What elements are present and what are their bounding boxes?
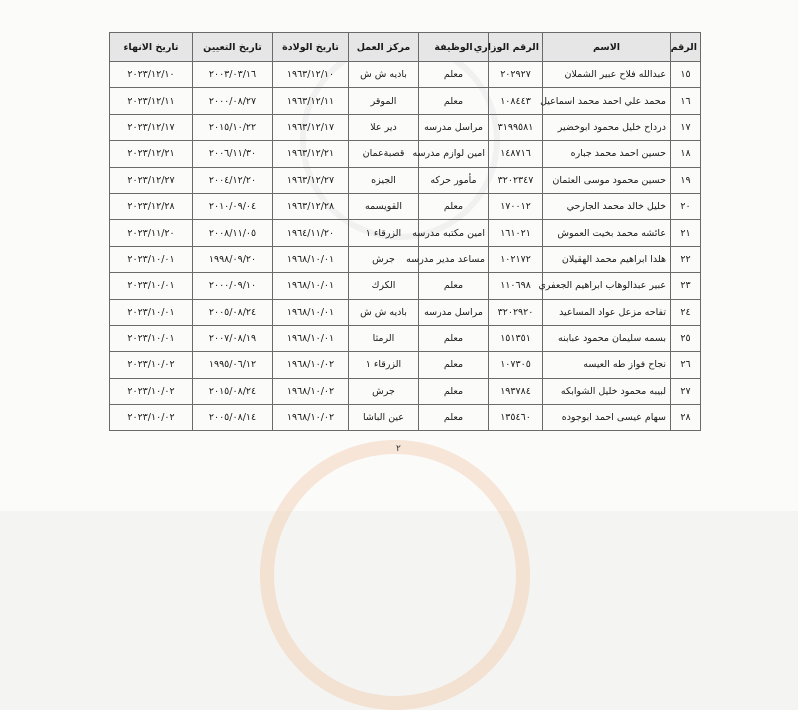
table-row bbox=[110, 299, 701, 325]
cell-birth-date: ١٩٦٣/١٢/٢١ bbox=[273, 141, 349, 167]
cell-work-center: قصبةعمان bbox=[349, 141, 419, 167]
cell-end-date: ٢٠٢٣/١٢/١١ bbox=[110, 88, 193, 114]
cell-birth-date: ١٩٦٤/١١/٢٠ bbox=[273, 220, 349, 246]
cell-birth-date: ١٩٦٨/١٠/٠١ bbox=[273, 273, 349, 299]
cell-num: ٢٧ bbox=[671, 378, 701, 404]
cell-work-center: جرش bbox=[349, 246, 419, 272]
cell-num: ١٨ bbox=[671, 141, 701, 167]
cell-job: امين مكتبه مدرسه bbox=[419, 220, 489, 246]
header-num: الرقم bbox=[671, 33, 701, 62]
cell-ministry-number: ١٦١٠٢١ bbox=[489, 220, 543, 246]
cell-num: ٢٨ bbox=[671, 405, 701, 431]
cell-birth-date: ١٩٦٣/١٢/١١ bbox=[273, 88, 349, 114]
table-row bbox=[110, 114, 701, 140]
cell-ministry-number: ٣٢٠٢٣٤٧ bbox=[489, 167, 543, 193]
cell-name: نجاح فواز طه العيسه bbox=[543, 352, 671, 378]
cell-birth-date: ١٩٦٨/١٠/٠١ bbox=[273, 325, 349, 351]
cell-end-date: ٢٠٢٣/١٠/٠٢ bbox=[110, 378, 193, 404]
header-appointment-date: تاريخ التعيين bbox=[193, 33, 273, 62]
cell-work-center: الكرك bbox=[349, 273, 419, 299]
cell-end-date: ٢٠٢٣/١٠/٠٢ bbox=[110, 405, 193, 431]
cell-job: مأمور حركه bbox=[419, 167, 489, 193]
cell-appointment-date: ٢٠١٥/٠٨/٢٤ bbox=[193, 378, 273, 404]
cell-name: بسمه سليمان محمود عبابنه bbox=[543, 325, 671, 351]
cell-appointment-date: ٢٠٠٧/٠٨/١٩ bbox=[193, 325, 273, 351]
watermark-seal bbox=[260, 440, 530, 710]
cell-appointment-date: ٢٠٠٦/١١/٣٠ bbox=[193, 141, 273, 167]
cell-birth-date: ١٩٦٣/١٢/٢٨ bbox=[273, 193, 349, 219]
cell-end-date: ٢٠٢٣/١٢/٢١ bbox=[110, 141, 193, 167]
cell-work-center: باديه ش ش bbox=[349, 299, 419, 325]
cell-job: معلم bbox=[419, 378, 489, 404]
cell-appointment-date: ٢٠٠٤/١٢/٢٠ bbox=[193, 167, 273, 193]
table-row bbox=[110, 325, 701, 351]
cell-job: مراسل مدرسه bbox=[419, 114, 489, 140]
cell-work-center: دير علا bbox=[349, 114, 419, 140]
page-number: ٢ bbox=[396, 444, 401, 454]
table-row bbox=[110, 62, 701, 88]
header-birth-date: تاريخ الولادة bbox=[273, 33, 349, 62]
header-work-center: مركز العمل bbox=[349, 33, 419, 62]
cell-name: حسين محمود موسى العثمان bbox=[543, 167, 671, 193]
cell-job: مراسل مدرسه bbox=[419, 299, 489, 325]
cell-name: تفاحه مزعل عواد المساعيد bbox=[543, 299, 671, 325]
cell-ministry-number: ٢٠٢٩٢٧ bbox=[489, 62, 543, 88]
cell-appointment-date: ١٩٩٥/٠٦/١٢ bbox=[193, 352, 273, 378]
cell-job: معلم bbox=[419, 352, 489, 378]
cell-appointment-date: ٢٠٠٥/٠٨/٢٤ bbox=[193, 299, 273, 325]
cell-birth-date: ١٩٦٨/١٠/٠٢ bbox=[273, 352, 349, 378]
cell-appointment-date: ١٩٩٨/٠٩/٢٠ bbox=[193, 246, 273, 272]
cell-work-center: القويسمه bbox=[349, 193, 419, 219]
table-row bbox=[110, 273, 701, 299]
cell-appointment-date: ٢٠٠٥/٠٨/١٤ bbox=[193, 405, 273, 431]
table-row bbox=[110, 405, 701, 431]
cell-job: معلم bbox=[419, 193, 489, 219]
cell-name: درداح خليل محمود ابوخضير bbox=[543, 114, 671, 140]
cell-name: لبيبه محمود خليل الشوابكه bbox=[543, 378, 671, 404]
table-row bbox=[110, 246, 701, 272]
header-name: الاسم bbox=[543, 33, 671, 62]
cell-ministry-number: ١١٠٦٩٨ bbox=[489, 273, 543, 299]
cell-name: عبير عبدالوهاب ابراهيم الجعفري bbox=[543, 273, 671, 299]
cell-job: امين لوازم مدرسه bbox=[419, 141, 489, 167]
cell-work-center: الزرقاء ١ bbox=[349, 220, 419, 246]
cell-job: معلم bbox=[419, 62, 489, 88]
header-end-date: تاريخ الانهاء bbox=[110, 33, 193, 62]
cell-name: خليل خالد محمد الجارحي bbox=[543, 193, 671, 219]
cell-work-center: عين الباشا bbox=[349, 405, 419, 431]
cell-birth-date: ١٩٦٣/١٢/٢٧ bbox=[273, 167, 349, 193]
cell-ministry-number: ١٥١٣٥١ bbox=[489, 325, 543, 351]
cell-birth-date: ١٩٦٨/١٠/٠٢ bbox=[273, 378, 349, 404]
cell-ministry-number: ١٩٣٧٨٤ bbox=[489, 378, 543, 404]
header-ministry-number: الرقم الوزاري bbox=[489, 33, 543, 62]
cell-num: ٢٤ bbox=[671, 299, 701, 325]
table-header-row bbox=[110, 33, 701, 62]
cell-birth-date: ١٩٦٨/١٠/٠٢ bbox=[273, 405, 349, 431]
cell-end-date: ٢٠٢٣/١٢/٢٨ bbox=[110, 193, 193, 219]
cell-ministry-number: ١٧٠٠١٢ bbox=[489, 193, 543, 219]
table-row bbox=[110, 220, 701, 246]
cell-num: ٢٥ bbox=[671, 325, 701, 351]
cell-num: ١٦ bbox=[671, 88, 701, 114]
cell-ministry-number: ٣٢٠٢٩٢٠ bbox=[489, 299, 543, 325]
cell-name: عائشه محمد بخيت العموش bbox=[543, 220, 671, 246]
cell-work-center: الرمثا bbox=[349, 325, 419, 351]
cell-birth-date: ١٩٦٨/١٠/٠١ bbox=[273, 299, 349, 325]
cell-num: ١٥ bbox=[671, 62, 701, 88]
cell-ministry-number: ٣١٩٩٥٨١ bbox=[489, 114, 543, 140]
cell-name: هلدا ابراهيم محمد الهقيلان bbox=[543, 246, 671, 272]
cell-num: ٢٣ bbox=[671, 273, 701, 299]
cell-birth-date: ١٩٦٣/١٢/١٧ bbox=[273, 114, 349, 140]
cell-job: معلم bbox=[419, 273, 489, 299]
cell-job: معلم bbox=[419, 88, 489, 114]
table-row bbox=[110, 378, 701, 404]
cell-name: سهام عيسى احمد ابوجوده bbox=[543, 405, 671, 431]
cell-end-date: ٢٠٢٣/١٠/٠١ bbox=[110, 299, 193, 325]
cell-num: ٢١ bbox=[671, 220, 701, 246]
cell-work-center: جرش bbox=[349, 378, 419, 404]
cell-end-date: ٢٠٢٣/١٠/٠١ bbox=[110, 246, 193, 272]
cell-name: عبدالله فلاح عبير الشملان bbox=[543, 62, 671, 88]
cell-end-date: ٢٠٢٣/١١/٢٠ bbox=[110, 220, 193, 246]
table-row bbox=[110, 352, 701, 378]
cell-ministry-number: ١٠٨٤٤٣ bbox=[489, 88, 543, 114]
cell-ministry-number: ١٣٥٤٦٠ bbox=[489, 405, 543, 431]
table-row bbox=[110, 88, 701, 114]
cell-name: محمد علي احمد محمد اسماعيل bbox=[543, 88, 671, 114]
table-row bbox=[110, 167, 701, 193]
cell-work-center: الموقر bbox=[349, 88, 419, 114]
cell-num: ٢٠ bbox=[671, 193, 701, 219]
cell-appointment-date: ٢٠٠٨/١١/٠٥ bbox=[193, 220, 273, 246]
cell-job: مساعد مدير مدرسه bbox=[419, 246, 489, 272]
cell-num: ١٧ bbox=[671, 114, 701, 140]
cell-appointment-date: ٢٠٠٣/٠٣/١٦ bbox=[193, 62, 273, 88]
cell-birth-date: ١٩٦٨/١٠/٠١ bbox=[273, 246, 349, 272]
cell-appointment-date: ٢٠١٥/١٠/٢٢ bbox=[193, 114, 273, 140]
cell-end-date: ٢٠٢٣/١٢/٢٧ bbox=[110, 167, 193, 193]
table-body bbox=[110, 62, 701, 431]
cell-appointment-date: ٢٠٠٠/٠٩/١٠ bbox=[193, 273, 273, 299]
cell-ministry-number: ١٤٨٧١٦ bbox=[489, 141, 543, 167]
retirement-table bbox=[109, 32, 701, 431]
cell-ministry-number: ١٠٢١٧٢ bbox=[489, 246, 543, 272]
cell-appointment-date: ٢٠١٠/٠٩/٠٤ bbox=[193, 193, 273, 219]
cell-end-date: ٢٠٢٣/١٠/٠٢ bbox=[110, 352, 193, 378]
header-job: الوظيفة bbox=[419, 33, 489, 62]
table-row bbox=[110, 141, 701, 167]
cell-num: ٢٦ bbox=[671, 352, 701, 378]
cell-ministry-number: ١٠٧٣٠٥ bbox=[489, 352, 543, 378]
cell-num: ٢٢ bbox=[671, 246, 701, 272]
cell-birth-date: ١٩٦٣/١٢/١٠ bbox=[273, 62, 349, 88]
cell-job: معلم bbox=[419, 325, 489, 351]
cell-work-center: باديه ش ش bbox=[349, 62, 419, 88]
table-row bbox=[110, 193, 701, 219]
cell-appointment-date: ٢٠٠٠/٠٨/٢٧ bbox=[193, 88, 273, 114]
cell-end-date: ٢٠٢٣/١٢/١٧ bbox=[110, 114, 193, 140]
cell-name: حسين احمد محمد جباره bbox=[543, 141, 671, 167]
cell-work-center: الزرقاء ١ bbox=[349, 352, 419, 378]
cell-end-date: ٢٠٢٣/١٠/٠١ bbox=[110, 273, 193, 299]
cell-work-center: الجيزه bbox=[349, 167, 419, 193]
cell-job: معلم bbox=[419, 405, 489, 431]
cell-end-date: ٢٠٢٣/١٢/١٠ bbox=[110, 62, 193, 88]
cell-end-date: ٢٠٢٣/١٠/٠١ bbox=[110, 325, 193, 351]
cell-num: ١٩ bbox=[671, 167, 701, 193]
